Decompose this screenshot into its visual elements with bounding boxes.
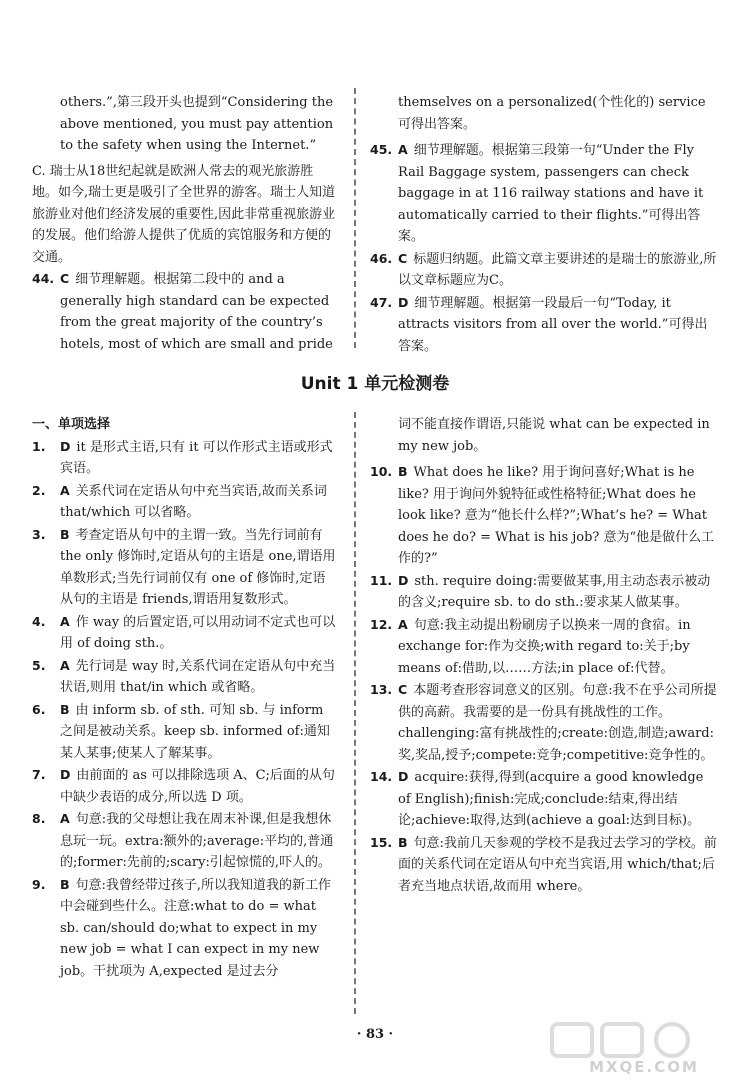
question-number: 15.	[370, 834, 393, 850]
answer-item	[32, 480, 338, 524]
question-number: 14.	[370, 769, 393, 784]
question-number: 7.	[32, 767, 46, 782]
question-number: 9.	[32, 876, 46, 892]
explanation-text: 关系代词在定语从句中充当宾语,故而关系词 that/which 可以省略。	[60, 483, 327, 520]
answer-item	[370, 570, 718, 614]
question-number: 12.	[370, 616, 393, 632]
explanation-text: 本题考查形容词意义的区别。句意:我不在乎公司所提供的高薪。我需要的是一份具有挑战性的工作。challenging:富有挑战性的;create:创造,制造;award:奖,奖品,授予;compete:竞争;competitive:竞争性的。	[398, 683, 717, 763]
continued-text: 词不能直接作谓语,只能说 what can be expected in my new job。	[398, 417, 710, 454]
continued-text: themselves on a personalized(个性化的) service 可得出答案。	[398, 95, 706, 132]
explanation-text: it 是形式主语,只有 it 可以作形式主语或形式宾语。	[60, 439, 333, 476]
explanation-text: 细节理解题。根据第一段最后一句“Today, it attracts visitors from all over the world.”可得出答案。	[398, 295, 708, 354]
answer-letter: D	[60, 438, 71, 454]
continued-text: others.”,第三段开头也提到“Considering the above mentioned, you must pay attention to the safety when using the Internet.”	[60, 95, 334, 153]
explanation-text: What does he like? 用于询问喜好;What is he like? 用于询问外貌特征或性格特征;What does he look like? 意为“他长什么样?”;What’s he? = What does he do? = What is his job? 意为“他是做什么工作的?”	[398, 465, 715, 566]
answer-letter: D	[398, 294, 409, 310]
answer-item	[370, 832, 718, 898]
explanation-text: 由前面的 as 可以排除选项 A、C;后面的从句中缺少表语的成分,所以选 D 项。	[60, 768, 335, 805]
answer-letter: A	[60, 613, 70, 629]
explanation-text: acquire:获得,得到(acquire a good knowledge of English);finish:完成;conclude:结束,得出结论;achieve:取得,达到(achieve a goal:达到目标)。	[398, 770, 704, 828]
top-right-column	[370, 92, 718, 357]
answer-letter: C	[398, 682, 408, 697]
answer-item	[32, 764, 338, 808]
explanation-text: 标题归纳题。此篇文章主要讲述的是瑞士的旅游业,所以文章标题应为C。	[398, 251, 717, 288]
answer-letter: A	[398, 142, 408, 157]
explanation-text: 句意:我主动提出粉刷房子以换来一周的食宿。in exchange for:作为交换;with regard to:关于;by means of:借助,以……方法;in place of:代替。	[398, 617, 691, 676]
column-divider-top	[354, 88, 356, 348]
answer-item	[32, 524, 338, 611]
answer-letter: B	[60, 701, 70, 717]
question-number: 3.	[32, 526, 46, 542]
section-title: 一、单项选择	[32, 417, 111, 432]
answer-letter: D	[398, 769, 409, 784]
page-number: · 83 ·	[356, 1027, 394, 1042]
answer-item	[370, 679, 718, 766]
question-number: 8.	[32, 811, 46, 826]
question-number: 11.	[370, 572, 393, 588]
answer-item	[32, 808, 338, 874]
question-number: 2.	[32, 482, 46, 498]
question-number: 5.	[32, 657, 46, 673]
question-number: 1.	[32, 438, 46, 454]
answer-item	[370, 139, 718, 248]
answer-letter: C	[60, 271, 70, 286]
explanation-text: 细节理解题。根据第二段中的 and a generally high standard can be expected from the great majority of the country’s hotels, most of which are small and pride	[60, 272, 333, 352]
answer-item	[370, 292, 718, 358]
explanation-text: 句意:我的父母想让我在周末补课,但是我想休息玩一玩。extra:额外的;average:平均的,普通的;former:先前的;scary:引起惊慌的,吓人的。	[60, 812, 334, 870]
answer-item	[370, 461, 718, 570]
question-number: 4.	[32, 613, 46, 629]
answer-item	[32, 436, 338, 480]
top-left-column	[32, 92, 338, 355]
question-number: 10.	[370, 464, 393, 479]
answer-letter: B	[60, 876, 70, 892]
explanation-text: 先行词是 way 时,关系代词在定语从句中充当状语,则用 that/in which 或省略。	[60, 658, 336, 695]
answer-item	[32, 268, 338, 355]
answer-item	[32, 874, 338, 983]
answer-letter: A	[60, 657, 70, 673]
unit-title: Unit 1 单元检测卷	[300, 374, 450, 394]
answer-item	[370, 248, 718, 292]
explanation-text: 考查定语从句中的主谓一致。当先行词前有 the only 修饰时,定语从句的主语是 one,谓语用单数形式;当先行词前仅有 one of 修饰时,定语从句的主语是 friends,谓语用复数形式。	[60, 527, 336, 607]
explanation-text: 由 inform sb. of sth. 可知 sb. 与 inform 之间是被动关系。keep sb. informed of:通知某人某事;使某人了解某事。	[60, 702, 330, 761]
explanation-text: 细节理解题。根据第三段第一句“Under the Fly Rail Baggage system, passengers can check baggage in at 116 railway stations and have it automatically carried to their flights.”可得出答案。	[398, 143, 704, 244]
answer-letter: B	[398, 834, 408, 850]
answer-item	[32, 699, 338, 765]
answer-letter: C	[398, 250, 408, 266]
explanation-text: 句意:我前几天参观的学校不是我过去学习的学校。前面的关系代词在定语从句中充当宾语,用 which/that;后者充当地点状语,故而用 where。	[398, 835, 717, 894]
answer-letter: D	[60, 767, 71, 782]
answer-item	[32, 611, 338, 655]
question-number: 13.	[370, 682, 393, 697]
question-number: 45.	[370, 142, 393, 157]
answer-item	[32, 655, 338, 699]
explanation-text: 作 way 的后置定语,可以用动词不定式也可以用 of doing sth.。	[60, 614, 336, 651]
watermark-logo	[548, 1020, 738, 1076]
watermark-url: MXQE.COM	[589, 1058, 699, 1076]
bottom-right-column	[370, 414, 718, 897]
column-divider-bottom	[354, 412, 356, 1014]
answer-item	[370, 614, 718, 680]
question-number: 46.	[370, 250, 393, 266]
answer-letter: A	[60, 482, 70, 498]
question-number: 6.	[32, 701, 46, 717]
bottom-left-column	[32, 414, 338, 982]
passage-summary: C. 瑞士从18世纪起就是欧洲人常去的观光旅游胜地。如今,瑞士更是吸引了全世界的游客。瑞士人知道旅游业对他们经济发展的重要性,因此非常重视旅游业的发展。他们给游人提供了优质的宾馆服务和方便的交通。	[32, 163, 336, 265]
question-number: 44.	[32, 271, 55, 286]
answer-letter: A	[60, 811, 70, 826]
answer-letter: D	[398, 572, 409, 588]
explanation-text: sth. require doing:需要做某事,用主动态表示被动的含义;require sb. to do sth.:要求某人做某事。	[398, 573, 711, 610]
explanation-text: 句意:我曾经带过孩子,所以我知道我的新工作中会碰到些什么。注意:what to do = what sb. can/should do;what to expect in my new job = what I can expect in my new job。干扰项为 A,expected 是过去分	[60, 877, 332, 979]
answer-item	[370, 766, 718, 832]
answer-letter: B	[398, 464, 408, 479]
answer-letter: A	[398, 616, 408, 632]
question-number: 47.	[370, 294, 393, 310]
answer-letter: B	[60, 526, 70, 542]
